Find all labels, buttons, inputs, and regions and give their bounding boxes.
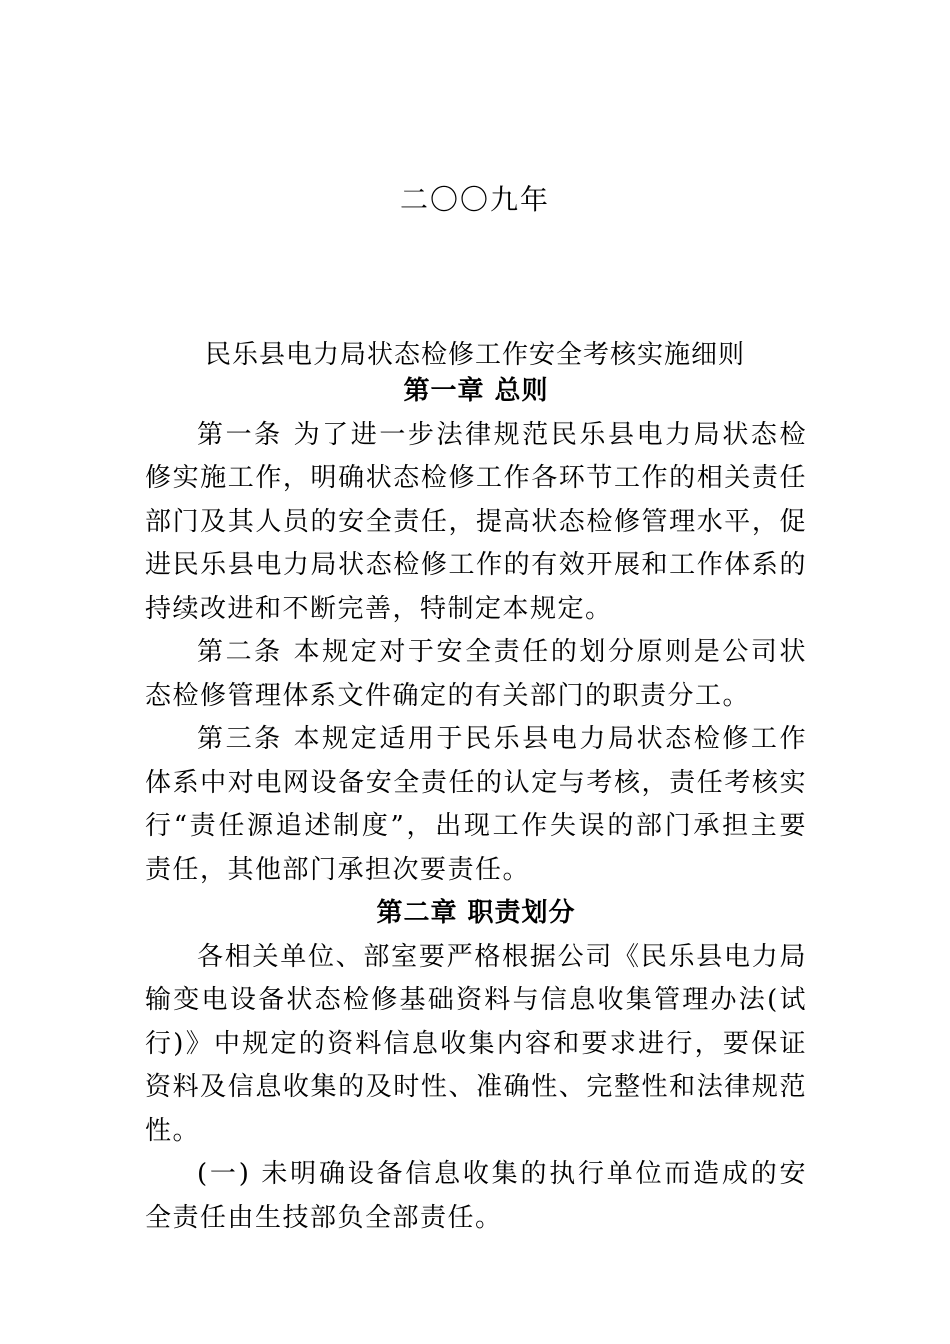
document-title: 民乐县电力局状态检修工作安全考核实施细则	[204, 340, 745, 370]
chapter-2-item-1: (一) 未明确设备信息收集的执行单位而造成的安全责任由生技部负全部责任。	[145, 1159, 807, 1233]
article-1: 第一条 为了进一步法律规范民乐县电力局状态检修实施工作，明确状态检修工作各环节工作的相关责任部门及其人员的安全责任，提高状态检修管理水平，促进民乐县电力局状态检修工作的有效开展和工作体系的持续改进和不断完善，特制定本规定。	[145, 419, 807, 624]
document-year: 二〇〇九年	[399, 183, 550, 216]
chapter-2-intro: 各相关单位、部室要严格根据公司《民乐县电力局输变电设备状态检修基础资料与信息收集管理办法(试行)》中规定的资料信息收集内容和要求进行，要保证资料及信息收集的及时性、准确性、完整性和法律规范性。	[145, 941, 807, 1146]
chapter-2-title: 第二章 职责划分	[376, 898, 576, 928]
article-3: 第三条 本规定适用于民乐县电力局状态检修工作体系中对电网设备安全责任的认定与考核，责任考核实行“责任源追述制度”，出现工作失误的部门承担主要责任，其他部门承担次要责任。	[145, 724, 807, 885]
chapter-1-title: 第一章 总则	[403, 376, 549, 406]
article-2: 第二条 本规定对于安全责任的划分原则是公司状态检修管理体系文件确定的有关部门的职责分工。	[145, 637, 807, 711]
document-body	[145, 370, 807, 1240]
